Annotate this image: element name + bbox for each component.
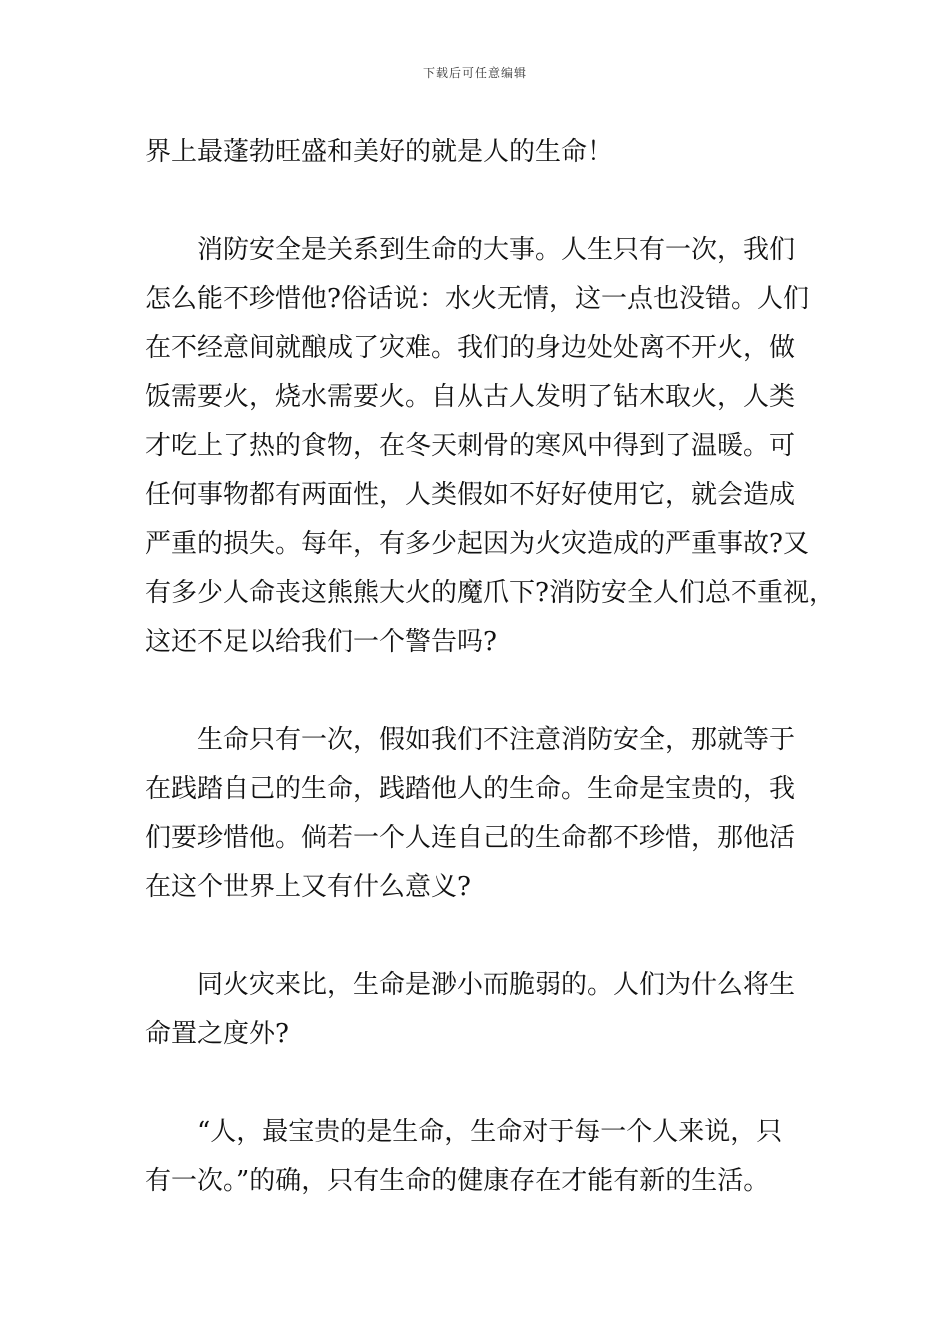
paragraph-gap [145, 177, 817, 226]
text-line: 这还不足以给我们一个警告吗? [145, 627, 497, 657]
header-note: 下载后可任意编辑 [422, 66, 527, 80]
text-line: 消防安全是关系到生命的大事。人生只有一次，我们 [145, 235, 796, 265]
body-text [145, 128, 835, 1206]
text-line: “人，最宝贵的是生命，生命对于每一个人来说，只 [145, 1117, 783, 1147]
text-line: 们要珍惜他。倘若一个人连自己的生命都不珍惜，那他活 [145, 823, 796, 853]
text-line: 饭需要火，烧水需要火。自从古人发明了钻木取火，人类 [145, 382, 796, 412]
text-line: 在不经意间就酿成了灾难。我们的身边处处离不开火，做 [145, 333, 796, 363]
text-line: 同火灾来比，生命是渺小而脆弱的。人们为什么将生 [145, 970, 796, 1000]
text-line: 才吃上了热的食物，在冬天刺骨的寒风中得到了温暖。可 [145, 431, 796, 461]
text-line: 有多少人命丧这熊熊大火的魔爪下?消防安全人们总不重视， [145, 578, 835, 608]
text-line: 怎么能不珍惜他?俗话说：水火无情，这一点也没错。人们 [145, 284, 809, 314]
text-line: 有一次。”的确，只有生命的健康存在才能有新的生活。 [145, 1166, 770, 1196]
text-line: 在践踏自己的生命，践踏他人的生命。生命是宝贵的，我 [145, 774, 796, 804]
paragraph-gap [145, 912, 817, 961]
text-line: 界上最蓬勃旺盛和美好的就是人的生命！ [145, 137, 614, 167]
paragraph-gap [145, 667, 817, 716]
text-line: 任何事物都有两面性，人类假如不好好使用它，就会造成 [145, 480, 796, 510]
paragraph-gap [145, 1059, 817, 1108]
text-line: 命置之度外? [145, 1019, 289, 1049]
text-line: 生命只有一次，假如我们不注意消防安全，那就等于 [145, 725, 796, 755]
text-line: 在这个世界上又有什么意义? [145, 872, 471, 902]
text-line: 严重的损失。每年，有多少起因为火灾造成的严重事故?又 [145, 529, 809, 559]
